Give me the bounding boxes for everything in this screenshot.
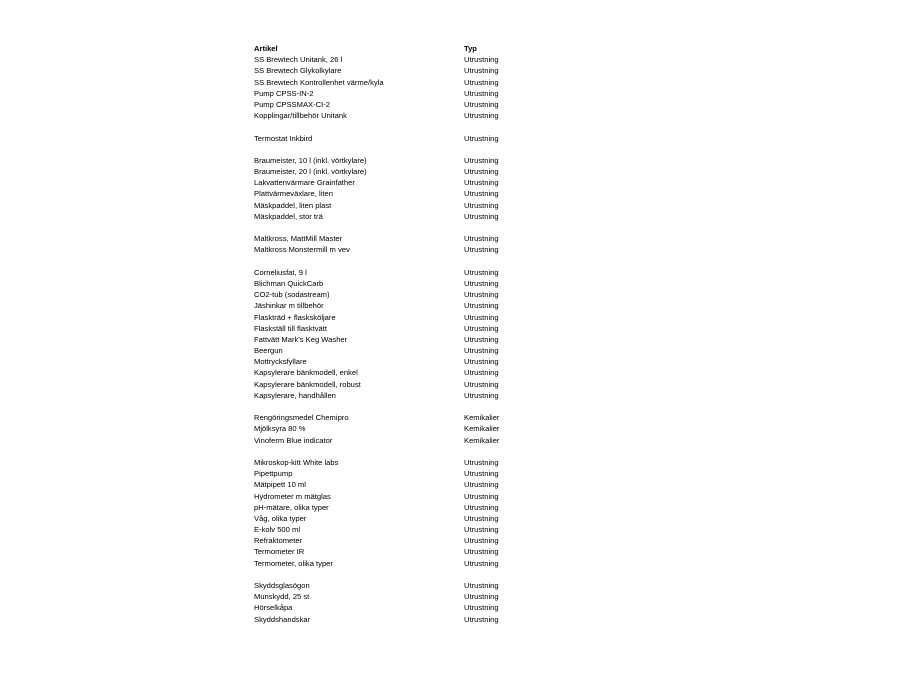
type-cell: Utrustning xyxy=(464,614,499,624)
article-cell: E-kolv 500 ml xyxy=(254,525,301,535)
type-cell: Utrustning xyxy=(464,133,499,143)
article-cell: Mikroskop-kitt White labs xyxy=(254,457,339,467)
table-row xyxy=(254,155,554,166)
table-row xyxy=(254,110,554,121)
article-cell: pH-mätare, olika typer xyxy=(254,502,329,512)
header-article: Artikel xyxy=(254,44,278,53)
table-row xyxy=(254,446,554,457)
type-cell: Utrustning xyxy=(464,581,499,590)
type-cell: Utrustning xyxy=(464,234,499,244)
type-cell: Utrustning xyxy=(464,513,499,523)
article-cell: Maltkross, MattMill Master xyxy=(254,234,343,244)
type-cell: Utrustning xyxy=(464,357,499,367)
table-row xyxy=(254,244,554,255)
article-cell: Beergun xyxy=(254,346,283,356)
table-body xyxy=(254,54,554,625)
article-cell: Kapsylerare, handhållen xyxy=(254,390,336,400)
type-cell: Utrustning xyxy=(464,491,499,501)
table-row xyxy=(254,379,554,390)
article-cell: Flaskträd + flasksköljare xyxy=(254,312,336,322)
type-cell: Utrustning xyxy=(464,547,499,557)
table-row xyxy=(254,558,554,569)
type-cell: Utrustning xyxy=(464,278,499,288)
article-cell: Pipettpump xyxy=(254,469,293,479)
table-row xyxy=(254,524,554,535)
type-cell: Utrustning xyxy=(464,88,499,98)
article-cell: Skyddsglasögon xyxy=(254,581,310,590)
table-row xyxy=(254,121,554,132)
article-cell: Plattvärmeväxlare, liten xyxy=(254,189,333,199)
table-row xyxy=(254,77,554,88)
article-cell: Hydrometer m mätglas xyxy=(254,491,331,501)
table-row xyxy=(254,435,554,446)
article-cell: Mäskpaddel, stor trä xyxy=(254,211,323,221)
table-row xyxy=(254,390,554,401)
table-row xyxy=(254,188,554,199)
type-cell: Utrustning xyxy=(464,111,499,121)
table-row xyxy=(254,133,554,144)
table-row xyxy=(254,546,554,557)
type-cell: Utrustning xyxy=(464,290,499,300)
type-cell: Utrustning xyxy=(464,469,499,479)
article-cell: Lakvattenvärmare Grainfather xyxy=(254,178,355,188)
type-cell: Utrustning xyxy=(464,267,499,277)
article-cell: Kapsylerare bänkmodell, enkel xyxy=(254,368,358,378)
type-cell: Utrustning xyxy=(464,390,499,400)
article-cell: CO2-tub (sodastream) xyxy=(254,290,330,300)
table-row xyxy=(254,200,554,211)
table-row xyxy=(254,535,554,546)
table-row xyxy=(254,166,554,177)
table-row xyxy=(254,423,554,434)
type-cell: Utrustning xyxy=(464,323,499,333)
article-cell: Termometer, olika typer xyxy=(254,558,333,568)
article-cell: Skyddshandskar xyxy=(254,614,311,624)
type-cell: Utrustning xyxy=(464,155,499,165)
type-cell: Utrustning xyxy=(464,502,499,512)
type-cell: Utrustning xyxy=(464,211,499,221)
type-cell: Utrustning xyxy=(464,66,499,76)
table-row xyxy=(254,401,554,412)
article-cell: Mottrycksfyllare xyxy=(254,357,307,367)
table-row xyxy=(254,54,554,65)
type-cell: Utrustning xyxy=(464,245,499,255)
article-cell: Vinoferm Blue indicator xyxy=(254,435,333,445)
article-cell: Mjölksyra 80 % xyxy=(254,424,306,434)
article-cell: Jäshinkar m tillbehör xyxy=(254,301,324,311)
table-row xyxy=(254,65,554,76)
type-cell: Utrustning xyxy=(464,346,499,356)
table-row xyxy=(254,323,554,334)
article-cell: Blichman QuickCarb xyxy=(254,278,324,288)
article-cell: Kapsylerare bänkmodell, robust xyxy=(254,379,361,389)
table-row xyxy=(254,457,554,468)
table-row xyxy=(254,144,554,155)
table-row xyxy=(254,278,554,289)
header-type: Typ xyxy=(464,44,477,53)
table-row xyxy=(254,211,554,222)
article-cell: Termostat Inkbird xyxy=(254,133,313,143)
type-cell: Kemikalier xyxy=(464,413,500,423)
equipment-table xyxy=(254,43,554,625)
table-row xyxy=(254,412,554,423)
type-cell: Utrustning xyxy=(464,99,499,109)
article-cell: Refraktometer xyxy=(254,536,303,546)
article-cell: Corneliusfat, 9 l xyxy=(254,267,307,277)
table-row xyxy=(254,513,554,524)
table-row xyxy=(254,580,554,591)
type-cell: Utrustning xyxy=(464,301,499,311)
article-cell: Hörselkåpa xyxy=(254,603,293,613)
article-cell: SS Brewtech Kontrollenhet värme/kyla xyxy=(254,77,384,87)
type-cell: Utrustning xyxy=(464,536,499,546)
table-row xyxy=(254,99,554,110)
article-cell: SS Brewtech Glykolkylare xyxy=(254,66,342,76)
article-cell: Flaskställ till flasktvätt xyxy=(254,323,328,333)
article-cell: Braumeister, 20 l (inkl. vörtkylare) xyxy=(254,167,367,177)
article-cell: Termometer IR xyxy=(254,547,305,557)
table-row xyxy=(254,569,554,580)
table-header-row xyxy=(254,43,554,54)
article-cell: Munskydd, 25 st xyxy=(254,592,310,602)
table-row xyxy=(254,479,554,490)
article-cell: Kopplingar/tillbehör Unitank xyxy=(254,111,347,121)
table-row xyxy=(254,602,554,613)
table-row xyxy=(254,177,554,188)
article-cell: Maltkross Monstermill m vev xyxy=(254,245,350,255)
type-cell: Utrustning xyxy=(464,457,499,467)
type-cell: Utrustning xyxy=(464,167,499,177)
type-cell: Utrustning xyxy=(464,379,499,389)
type-cell: Utrustning xyxy=(464,189,499,199)
table-row xyxy=(254,345,554,356)
article-cell: Mäskpaddel, liten plast xyxy=(254,200,332,210)
table-row xyxy=(254,289,554,300)
type-cell: Utrustning xyxy=(464,55,499,65)
table-row xyxy=(254,367,554,378)
type-cell: Kemikalier xyxy=(464,424,500,434)
type-cell: Utrustning xyxy=(464,200,499,210)
article-cell: Rengöringsmedel Chemipro xyxy=(254,413,349,423)
table-row xyxy=(254,88,554,99)
table-row xyxy=(254,233,554,244)
type-cell: Utrustning xyxy=(464,334,499,344)
type-cell: Utrustning xyxy=(464,312,499,322)
article-cell: SS Brewtech Unitank, 26 l xyxy=(254,55,343,65)
table-row xyxy=(254,614,554,625)
article-cell: Pump CPSSMAX-CI-2 xyxy=(254,99,330,109)
table-row xyxy=(254,591,554,602)
table-row xyxy=(254,300,554,311)
type-cell: Utrustning xyxy=(464,525,499,535)
article-cell: Braumeister, 10 l (inkl. vörtkylare) xyxy=(254,155,367,165)
type-cell: Utrustning xyxy=(464,368,499,378)
article-cell: Våg, olika typer xyxy=(254,513,307,523)
table-row xyxy=(254,491,554,502)
table-row xyxy=(254,334,554,345)
article-cell: Mätpipett 10 ml xyxy=(254,480,306,490)
article-cell: Pump CPSS-IN-2 xyxy=(254,88,314,98)
type-cell: Kemikalier xyxy=(464,435,500,445)
type-cell: Utrustning xyxy=(464,178,499,188)
table-row xyxy=(254,222,554,233)
table-row xyxy=(254,256,554,267)
table-row xyxy=(254,312,554,323)
type-cell: Utrustning xyxy=(464,558,499,568)
type-cell: Utrustning xyxy=(464,592,499,602)
table-row xyxy=(254,502,554,513)
article-cell: Fattvätt Mark's Keg Washer xyxy=(254,334,348,344)
table-row xyxy=(254,356,554,367)
type-cell: Utrustning xyxy=(464,603,499,613)
type-cell: Utrustning xyxy=(464,77,499,87)
table-row xyxy=(254,267,554,278)
table-row xyxy=(254,468,554,479)
type-cell: Utrustning xyxy=(464,480,499,490)
